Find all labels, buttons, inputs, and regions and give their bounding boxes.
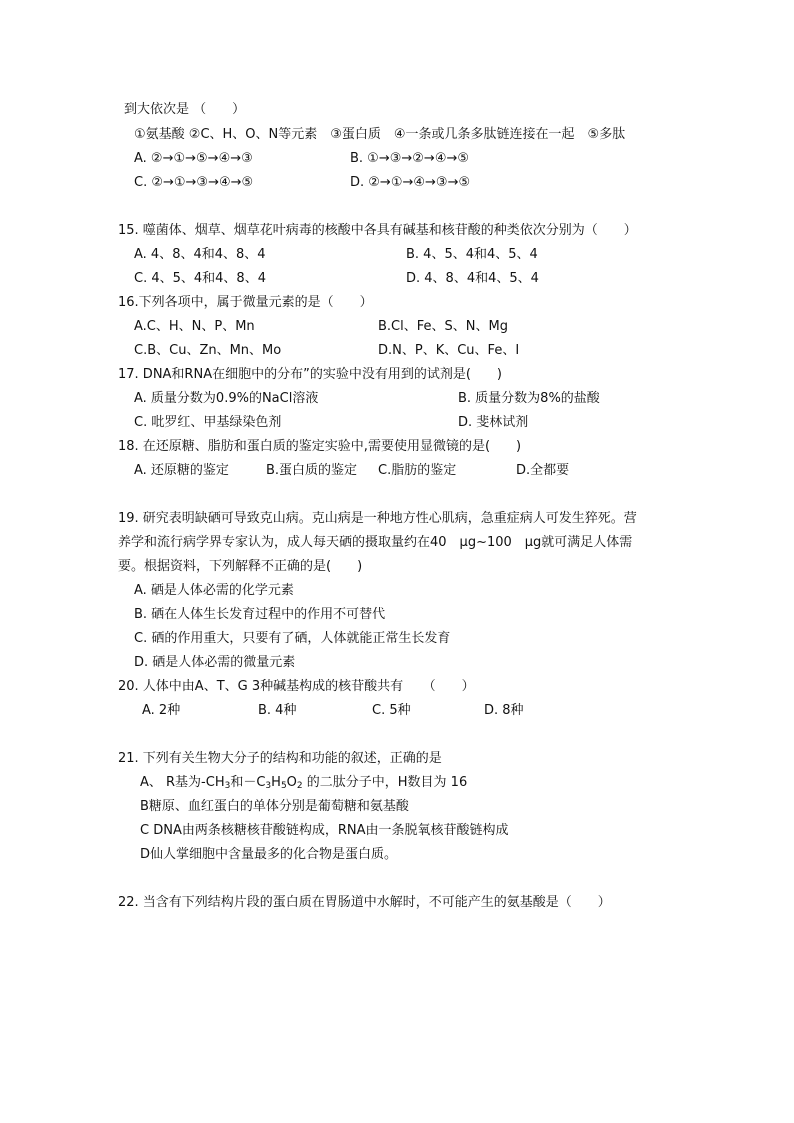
q18-option-b: B.蛋白质的鉴定 xyxy=(266,463,358,478)
q17-option-a: A. 质量分数为0.9%的NaCl溶液 xyxy=(134,391,319,406)
q20-stem: 20. 人体中由A、T、G 3种碱基构成的核苷酸共有 （ ） xyxy=(118,679,475,694)
q17-stem: 17. DNA和RNA在细胞中的分布”的实验中没有用到的试剂是( ) xyxy=(118,367,502,382)
q20-option-c: C. 5种 xyxy=(372,703,411,718)
q15-option-a: A. 4、8、4和4、8、4 xyxy=(134,247,266,262)
q18-option-d: D.全都要 xyxy=(516,463,570,478)
q21-stem: 21. 下列有关生物大分子的结构和功能的叙述，正确的是 xyxy=(118,751,442,766)
q14-option-a: A. ②→①→⑤→④→③ xyxy=(134,151,253,166)
q21-option-c: C DNA由两条核糖核苷酸链构成，RNA由一条脱氧核苷酸链构成 xyxy=(140,823,509,838)
q19-option-a: A. 硒是人体必需的化学元素 xyxy=(134,583,294,598)
q20-option-a: A. 2种 xyxy=(142,703,181,718)
q15-option-d: D. 4、8、4和4、5、4 xyxy=(406,271,539,286)
q19-stem-line-3: 要。根据资料，下列解释不正确的是( ) xyxy=(118,559,363,574)
q16-option-b: B.Cl、Fe、S、N、Mg xyxy=(378,319,508,334)
q21-option-a: A、 R基为$-CH_3$和$-C_3H_5O_2$ 的二肽分子中，H数目为 16 xyxy=(140,775,468,791)
q19-option-c: C. 硒的作用重大，只要有了硒，人体就能正常生长发育 xyxy=(134,631,451,646)
q19-option-b: B. 硒在人体生长发育过程中的作用不可替代 xyxy=(134,607,386,622)
q20-option-d: D. 8种 xyxy=(484,703,524,718)
q14-stem-continued: 到大依次是 （ ） xyxy=(124,102,246,117)
q20-option-b: B. 4种 xyxy=(258,703,297,718)
q22-stem: 22. 当含有下列结构片段的蛋白质在胃肠道中水解时，不可能产生的氨基酸是（ ） xyxy=(118,895,611,910)
q17-option-d: D. 斐林试剂 xyxy=(458,415,529,430)
q14-option-c: C. ②→①→③→④→⑤ xyxy=(134,175,254,190)
q19-stem-line-1: 19. 研究表明缺硒可导致克山病。克山病是一种地方性心肌病，急重症病人可发生猝死。营 xyxy=(118,511,637,526)
q17-option-c: C. 吡罗红、甲基绿染色剂 xyxy=(134,415,282,430)
q15-stem: 15. 噬菌体、烟草、烟草花叶病毒的核酸中各具有碱基和核苷酸的种类依次分别为（ ） xyxy=(118,223,637,238)
q16-option-d: D.N、P、K、Cu、Fe、I xyxy=(378,343,520,358)
q18-option-a: A. 还原糖的鉴定 xyxy=(134,463,229,478)
q15-option-c: C. 4、5、4和4、8、4 xyxy=(134,271,266,286)
q19-option-d: D. 硒是人体必需的微量元素 xyxy=(134,655,296,670)
q18-stem: 18. 在还原糖、脂肪和蛋白质的鉴定实验中,需要使用显微镜的是( ) xyxy=(118,439,522,454)
q15-option-b: B. 4、5、4和4、5、4 xyxy=(406,247,538,262)
q17-option-b: B. 质量分数为8%的盐酸 xyxy=(458,391,600,406)
q19-stem-line-2: 养学和流行病学界专家认为，成人每天硒的摄取量约在40 μg~100 μg就可满足人体需 xyxy=(118,535,633,550)
q16-stem: 16.下列各项中，属于微量元素的是（ ） xyxy=(118,295,373,310)
q14-items: ①氨基酸 ②C、H、O、N等元素 ③蛋白质 ④一条或几条多肽链连接在一起 ⑤多肽 xyxy=(134,127,626,142)
q14-option-d: D. ②→①→④→③→⑤ xyxy=(350,175,471,190)
q14-option-b: B. ①→③→②→④→⑤ xyxy=(350,151,470,166)
q21-option-b: B糖原、血红蛋白的单体分别是葡萄糖和氨基酸 xyxy=(140,799,409,814)
q16-option-a: A.C、H、N、P、Mn xyxy=(134,319,255,334)
q18-option-c: C.脂肪的鉴定 xyxy=(378,463,457,478)
q21-option-d: D仙人掌细胞中含量最多的化合物是蛋白质。 xyxy=(140,847,398,862)
q16-option-c: C.B、Cu、Zn、Mn、Mo xyxy=(134,343,282,358)
